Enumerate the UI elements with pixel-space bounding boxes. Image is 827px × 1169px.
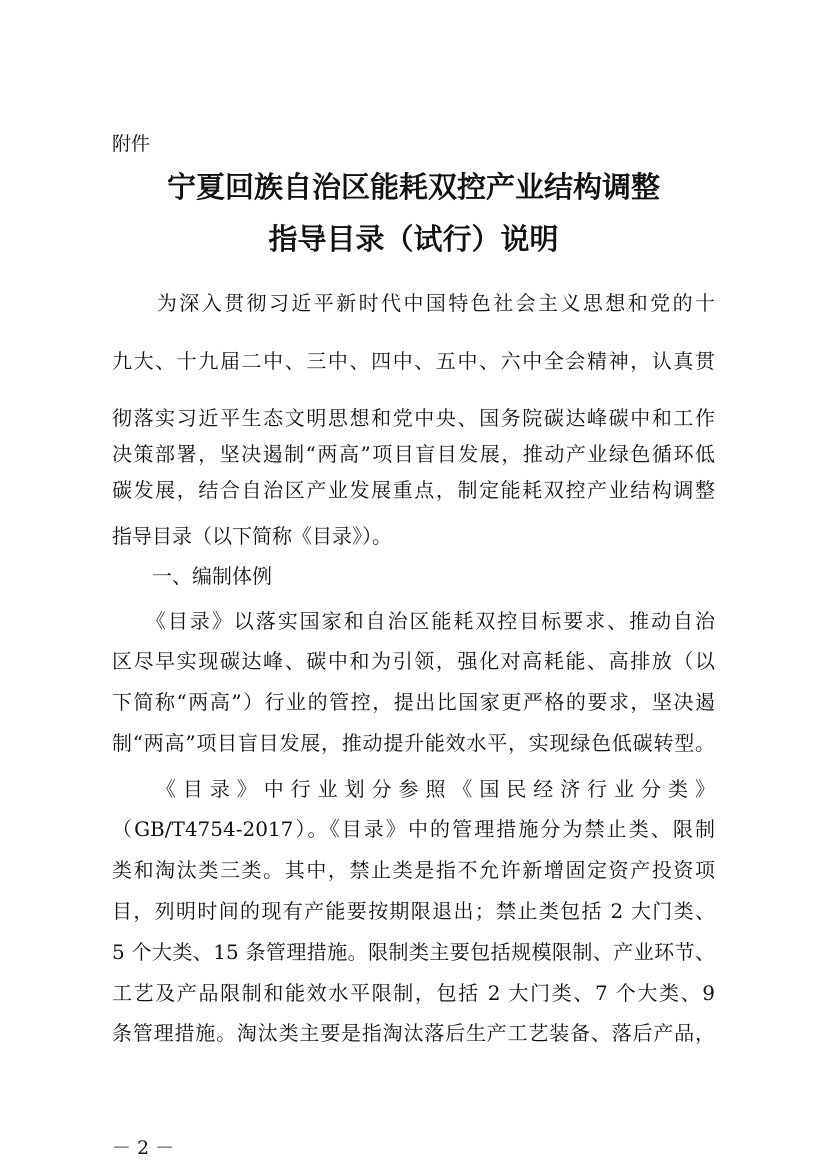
body-line: 5 个大类、15 条管理措施。限制类主要包括规模限制、产业环节、 — [112, 940, 715, 964]
body-line: 下简称“两高”）行业的管控，提出比国家更严格的要求，坚决遏 — [112, 690, 715, 714]
body-line: 九大、十九届二中、三中、四中、五中、六中全会精神，认真贯 — [112, 349, 715, 373]
section-heading: 一、编制体例 — [112, 564, 272, 588]
page-number: － 2 － — [112, 1137, 175, 1159]
body-line: 彻落实习近平生态文明思想和党中央、国务院碳达峰碳中和工作 — [112, 406, 715, 430]
document-title-line-1: 宁夏回族自治区能耗双控产业结构调整 — [166, 170, 660, 204]
body-line: （GB/T4754-2017）。《目录》中的管理措施分为禁止类、限制 — [112, 817, 715, 841]
body-line: 决策部署，坚决遏制“两高”项目盲目发展，推动产业绿色循环低 — [112, 442, 715, 466]
attachment-label: 附件 — [112, 133, 151, 155]
body-line: 为深入贯彻习近平新时代中国特色社会主义思想和党的十 — [112, 291, 715, 315]
body-line: 目，列明时间的现有产能要按期限退出；禁止类包括 2 大门类、 — [112, 899, 715, 923]
body-line: 《目录》中行业划分参照《国民经济行业分类》 — [112, 777, 715, 801]
body-line: 条管理措施。淘汰类主要是指淘汰落后生产工艺装备、落后产品， — [112, 1021, 715, 1045]
body-line: 《目录》以落实国家和自治区能耗双控目标要求、推动自治 — [112, 609, 715, 633]
body-line: 指导目录（以下简称《目录》）。 — [112, 524, 392, 548]
body-line: 类和淘汰类三类。其中，禁止类是指不允许新增固定资产投资项 — [112, 858, 715, 882]
body-line: 制“两高”项目盲目发展，推动提升能效水平，实现绿色低碳转型。 — [112, 731, 715, 755]
body-line: 区尽早实现碳达峰、碳中和为引领，强化对高耗能、高排放（以 — [112, 649, 715, 673]
document-title-line-2: 指导目录（试行）说明 — [268, 222, 559, 256]
body-line: 工艺及产品限制和能效水平限制，包括 2 大门类、7 个大类、9 — [112, 981, 715, 1005]
body-line: 碳发展，结合自治区产业发展重点，制定能耗双控产业结构调整 — [112, 478, 715, 502]
